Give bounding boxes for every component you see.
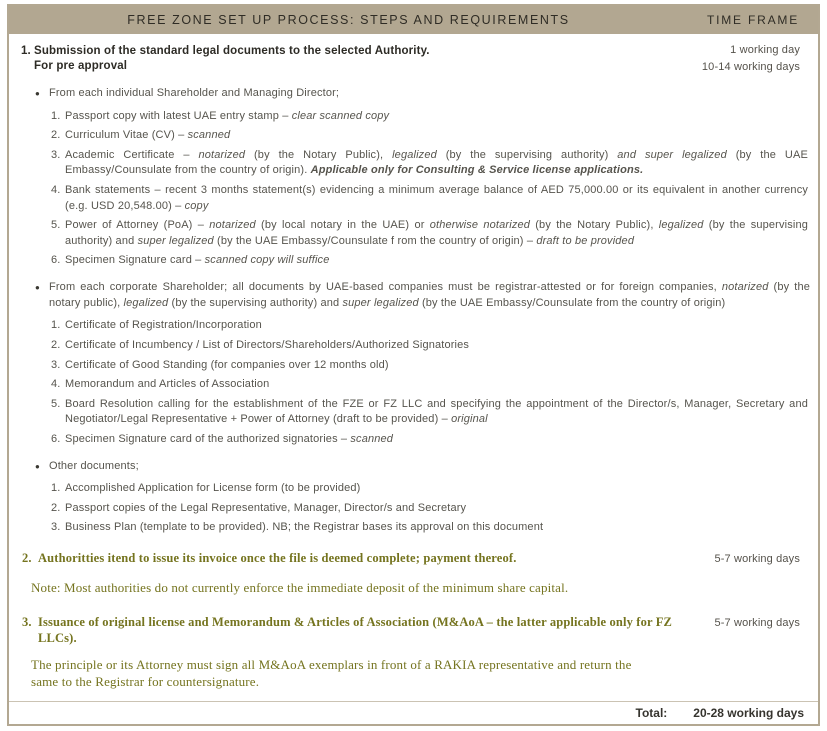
text-segment: (by the Notary Public), <box>245 148 393 161</box>
group-lead <box>35 86 810 102</box>
item-text <box>65 338 810 354</box>
item-text <box>65 432 810 448</box>
text-segment: (by the supervising authority) and <box>168 296 343 309</box>
step-heading-text <box>34 44 430 74</box>
text-segment: Certificate of Incumbency / List of Directors/Shareholders/Authorized Signatories <box>65 338 470 351</box>
timeframe-line: 10-14 working days <box>701 60 800 73</box>
group-items <box>35 109 810 269</box>
item-number: 2. <box>51 338 61 351</box>
text-segment: notarized <box>198 148 246 161</box>
item-number: 1. <box>51 319 61 332</box>
item-number: 6. <box>51 432 61 445</box>
item-number: 4. <box>51 184 61 197</box>
text-segment: and super legalized <box>617 148 727 161</box>
item-text <box>65 358 810 374</box>
list-item <box>51 183 810 214</box>
group-lead-text <box>49 280 810 311</box>
bullet-dot-icon: ● <box>35 461 40 471</box>
text-segment: Passport copy with latest UAE entry stamp – <box>65 109 292 122</box>
step-main-2 <box>9 550 688 566</box>
table-title: FREE ZONE SET UP PROCESS: STEPS AND REQUIREMENTS <box>127 13 570 27</box>
text-segment: From each corporate Shareholder; all documents by UAE-based companies must be registrar-attested or for foreign companies, <box>49 281 722 294</box>
text-segment: From each individual Shareholder and Managing Director; <box>49 87 340 99</box>
step-row-3 <box>9 614 818 647</box>
item-text <box>65 218 810 249</box>
text-segment: Specimen Signature card of the authorized signatories – <box>65 432 351 445</box>
text-segment: original <box>451 413 488 426</box>
bullet-dot-icon: ● <box>35 89 40 98</box>
text-segment: Bank statements – recent 3 months statement(s) evidencing a minimum average balance of AED 75,000.00 or its equivalent in another currency (e.g. USD 20,548.00) – <box>65 184 808 212</box>
item-number: 3. <box>51 148 61 161</box>
list-item <box>51 432 810 448</box>
item-number: 5. <box>51 397 61 410</box>
step-note: The principle or its Attorney must sign all M&AoA exemplars in front of a RAKIA representative and return the same to the Registrar for countersignature. <box>31 656 632 690</box>
text-segment: (by the supervising authority) and <box>65 219 808 247</box>
step-main-3 <box>9 614 688 647</box>
step-row-1 <box>9 41 818 75</box>
list-item <box>51 520 810 536</box>
text-segment: super legalized <box>342 296 419 309</box>
step-heading-text: Authoritties itend to issue its invoice once the file is deemed complete; payment thereof. <box>38 551 517 566</box>
text-segment: copy <box>184 199 209 212</box>
text-segment: Applicable only for Consulting & Service license applications. <box>310 164 644 177</box>
text-segment: clear scanned copy <box>291 109 390 122</box>
text-segment: scanned <box>350 432 394 445</box>
group-lead <box>35 280 810 311</box>
text-segment: draft to be provided <box>536 234 635 247</box>
item-number: 3. <box>51 521 61 534</box>
list-item <box>51 318 810 334</box>
list-item <box>51 218 810 249</box>
text-segment: Power of Attorney (PoA) – <box>65 219 210 232</box>
heading-line: Submission of the standard legal documents to the selected Authority. <box>34 45 430 57</box>
text-segment: scanned <box>187 129 231 142</box>
text-segment: notarized <box>209 219 256 232</box>
total-label: Total: <box>635 706 668 720</box>
text-segment: Academic Certificate – <box>65 148 199 161</box>
text-segment: notarized <box>721 281 769 294</box>
text-segment: Certificate of Registration/Incorporation <box>65 319 262 332</box>
timeframe-line: 5-7 working days <box>714 617 800 630</box>
list-item <box>51 481 810 497</box>
list-item <box>51 377 810 393</box>
timeframe-line: 5-7 working days <box>714 553 800 566</box>
step-heading-text: Issuance of original license and Memorandum & Articles of Association (M&AoA – the latter applicable only for FZ LLCs). <box>38 615 673 646</box>
item-text <box>65 318 810 334</box>
list-item <box>51 501 810 517</box>
timeframe-value <box>688 41 818 75</box>
text-segment: Curriculum Vitae (CV) – <box>65 129 188 142</box>
text-segment: legalized <box>123 296 169 309</box>
group-lead <box>35 459 810 475</box>
total-value: 20-28 working days <box>693 706 804 720</box>
text-segment: (by the notary public), <box>49 281 811 309</box>
step-number: 3. <box>22 615 32 630</box>
step-row-2 <box>9 550 818 568</box>
text-segment: Board Resolution calling for the establishment of the FZE or FZ LLC and specifying the appointment of the Director/s, Manager, Secretary and Negotiator/Legal Representative + Power of Attorney (draft to be provided) – <box>65 397 808 426</box>
item-text <box>65 397 810 428</box>
step-number: 1. <box>21 45 31 57</box>
text-segment: Memorandum and Articles of Association <box>65 378 270 391</box>
text-segment: Passport copies of the Legal Representative, Manager, Director/s and Secretary <box>65 501 467 514</box>
group-items <box>35 481 810 536</box>
step-note: Note: Most authorities do not currently enforce the immediate deposit of the minimum share capital. <box>31 579 569 595</box>
list-item <box>51 109 810 125</box>
total-row <box>9 701 818 724</box>
text-segment: Certificate of Good Standing (for companies over 12 months old) <box>65 358 389 371</box>
text-segment: (by local notary in the UAE) or <box>255 219 430 232</box>
item-text <box>65 520 810 536</box>
text-segment: Business Plan (template to be provided). NB; the Registrar bases its approval on this document <box>65 521 544 534</box>
requirement-group-3 <box>9 459 818 536</box>
text-segment: (by the UAE Embassy/Counsulate from the country of origin). <box>65 148 808 177</box>
text-segment: Accomplished Application for License form (to be provided) <box>65 482 361 495</box>
text-segment: Specimen Signature card – <box>65 254 205 267</box>
timeframe-line: 1 working day <box>730 44 800 56</box>
group-lead-text <box>49 86 810 102</box>
item-number: 5. <box>51 219 61 232</box>
group-lead-text <box>49 459 810 475</box>
timeframe-value <box>688 614 818 632</box>
text-segment: (by the UAE Embassy/Counsulate from the country of origin) <box>418 296 726 309</box>
item-text <box>65 128 810 144</box>
group-items <box>35 318 810 447</box>
item-text <box>65 183 810 214</box>
text-segment: legalized <box>658 219 704 232</box>
text-segment: (by the UAE Embassy/Counsulate f rom the country of origin) – <box>213 234 537 247</box>
item-number: 2. <box>51 129 61 142</box>
list-item <box>51 128 810 144</box>
item-number: 6. <box>51 254 61 267</box>
text-segment: (by the supervising authority) <box>436 148 618 161</box>
step-heading <box>9 44 688 74</box>
heading-line: For pre approval <box>34 59 128 72</box>
item-number: 4. <box>51 378 61 391</box>
item-text <box>65 377 810 393</box>
text-segment: scanned copy will suffice <box>204 254 330 267</box>
text-segment: Other documents; <box>49 459 139 472</box>
item-text <box>65 148 810 179</box>
text-segment: super legalized <box>137 234 214 247</box>
list-item <box>51 148 810 179</box>
process-table <box>7 4 820 726</box>
item-text <box>65 109 810 125</box>
step-number: 2. <box>22 551 32 566</box>
item-number: 1. <box>51 482 61 495</box>
item-number: 2. <box>51 501 61 514</box>
text-segment: (by the Notary Public), <box>530 219 659 232</box>
step-heading <box>9 614 688 647</box>
text-segment: otherwise notarized <box>429 219 531 232</box>
list-item <box>51 358 810 374</box>
list-item <box>51 338 810 354</box>
list-item <box>51 397 810 428</box>
requirement-group-2 <box>9 280 818 447</box>
item-number: 3. <box>51 358 61 371</box>
step-heading <box>9 550 688 566</box>
step-main-1 <box>9 41 688 74</box>
table-header-band <box>9 6 818 34</box>
requirement-group-1 <box>9 86 818 269</box>
timeframe-value <box>688 550 818 568</box>
steps-container <box>9 34 818 701</box>
list-item <box>51 253 810 269</box>
item-number: 1. <box>51 109 61 122</box>
timeframe-column-header: TIME FRAME <box>707 13 799 27</box>
text-segment: legalized <box>392 148 437 161</box>
bullet-dot-icon: ● <box>35 283 40 293</box>
item-text <box>65 253 810 269</box>
item-text <box>65 501 810 517</box>
item-text <box>65 481 810 497</box>
